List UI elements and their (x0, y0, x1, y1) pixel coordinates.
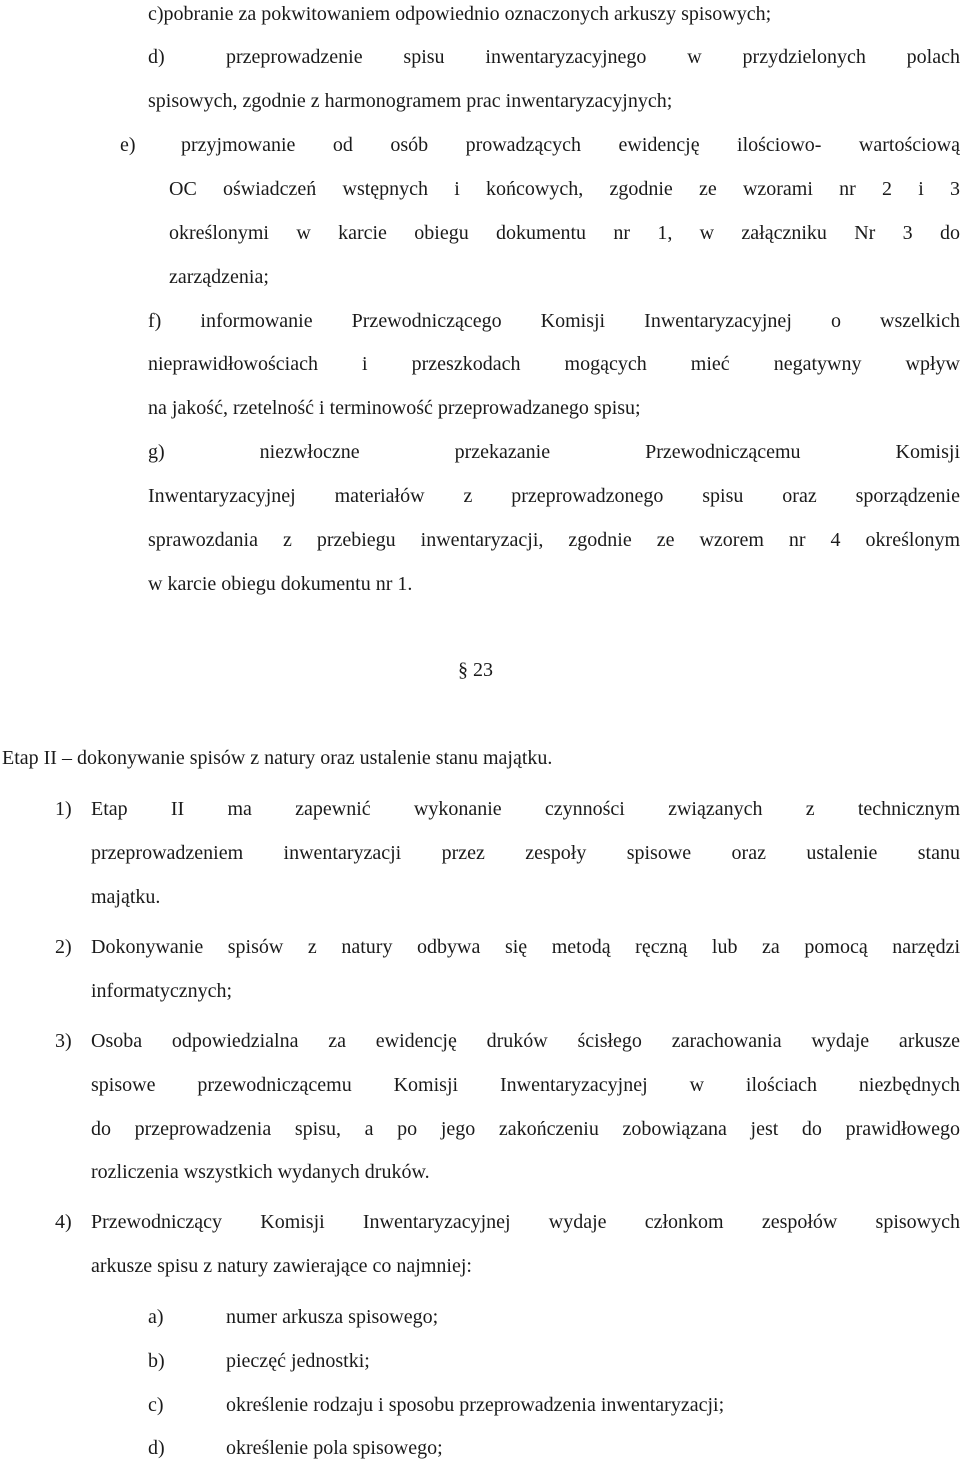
list-item-c: c)pobranie za pokwitowaniem odpowiednio oznaczonych arkuszy spisowych; (148, 3, 772, 25)
numbered-label-4: 4) (55, 1211, 72, 1233)
list-item-f-line-2: nieprawidłowościach i przeszkodach mogących mieć negatywny wpływ (148, 353, 960, 375)
list-item-g-line-2: Inwentaryzacyjnej materiałów z przeprowadzonego spisu oraz sporządzenie (148, 485, 960, 507)
sub-item-b: pieczęć jednostki; (226, 1350, 370, 1372)
section-symbol: § (458, 659, 468, 681)
sub-item-a: numer arkusza spisowego; (226, 1306, 439, 1328)
numbered-label-1: 1) (55, 798, 72, 820)
list-item-d-line-1: przeprowadzenie spisu inwentaryzacyjnego w przydzielonych polach (226, 46, 960, 68)
list-item-e-line-4: zarządzenia; (169, 266, 269, 288)
sub-item-label-c: c) (148, 1394, 164, 1416)
list-label-e: e) (120, 134, 136, 156)
list-label-d: d) (148, 46, 165, 68)
numbered-label-3: 3) (55, 1030, 72, 1052)
list-item-g-line-3: sprawozdania z przebiegu inwentaryzacji, zgodnie ze wzorem nr 4 określonym (148, 529, 960, 551)
list-item-e-line-1: przyjmowanie od osób prowadzących ewidencję ilościowo- wartościową (181, 134, 960, 156)
stage-heading: Etap II – dokonywanie spisów z natury oraz ustalenie stanu majątku. (2, 747, 553, 769)
section-number: 23 (473, 659, 493, 681)
numbered-item-2-line-1: Dokonywanie spisów z natury odbywa się metodą ręczną lub za pomocą narzędzi (91, 936, 960, 958)
numbered-item-4-line-2: arkusze spisu z natury zawierające co najmniej: (91, 1255, 472, 1277)
section-marker (458, 658, 493, 682)
list-item-f-line-1: f) informowanie Przewodniczącego Komisji Inwentaryzacyjnej o wszelkich (148, 310, 960, 332)
list-item-g-line-4: w karcie obiegu dokumentu nr 1. (148, 573, 413, 595)
numbered-label-2: 2) (55, 936, 72, 958)
numbered-item-1-line-2: przeprowadzeniem inwentaryzacji przez zespoły spisowe oraz ustalenie stanu (91, 842, 960, 864)
numbered-item-4-line-1: Przewodniczący Komisji Inwentaryzacyjnej wydaje członkom zespołów spisowych (91, 1211, 960, 1233)
numbered-item-1-line-1: Etap II ma zapewnić wykonanie czynności związanych z technicznym (91, 798, 960, 820)
sub-item-label-b: b) (148, 1350, 165, 1372)
list-item-f-line-3: na jakość, rzetelność i terminowość przeprowadzanego spisu; (148, 397, 641, 419)
numbered-item-3-line-4: rozliczenia wszystkich wydanych druków. (91, 1161, 430, 1183)
list-item-g-line-1: g) niezwłoczne przekazanie Przewodniczącemu Komisji (148, 441, 960, 463)
list-item-d-line-2: spisowych, zgodnie z harmonogramem prac inwentaryzacyjnych; (148, 90, 673, 112)
sub-item-d: określenie pola spisowego; (226, 1437, 443, 1459)
sub-item-label-a: a) (148, 1306, 164, 1328)
list-item-e-line-2: OC oświadczeń wstępnych i końcowych, zgodnie ze wzorami nr 2 i 3 (169, 178, 960, 200)
numbered-item-3-line-1: Osoba odpowiedzialna za ewidencję druków ścisłego zarachowania wydaje arkusze (91, 1030, 960, 1052)
list-item-e-line-3: określonymi w karcie obiegu dokumentu nr 1, w załączniku Nr 3 do (169, 222, 960, 244)
numbered-item-2-line-2: informatycznych; (91, 980, 233, 1002)
sub-item-c: określenie rodzaju i sposobu przeprowadzenia inwentaryzacji; (226, 1394, 725, 1416)
sub-item-label-d: d) (148, 1437, 165, 1459)
numbered-item-3-line-3: do przeprowadzenia spisu, a po jego zakończeniu zobowiązana jest do prawidłowego (91, 1118, 960, 1140)
numbered-item-1-line-3: majątku. (91, 886, 161, 908)
numbered-item-3-line-2: spisowe przewodniczącemu Komisji Inwentaryzacyjnej w ilościach niezbędnych (91, 1074, 960, 1096)
